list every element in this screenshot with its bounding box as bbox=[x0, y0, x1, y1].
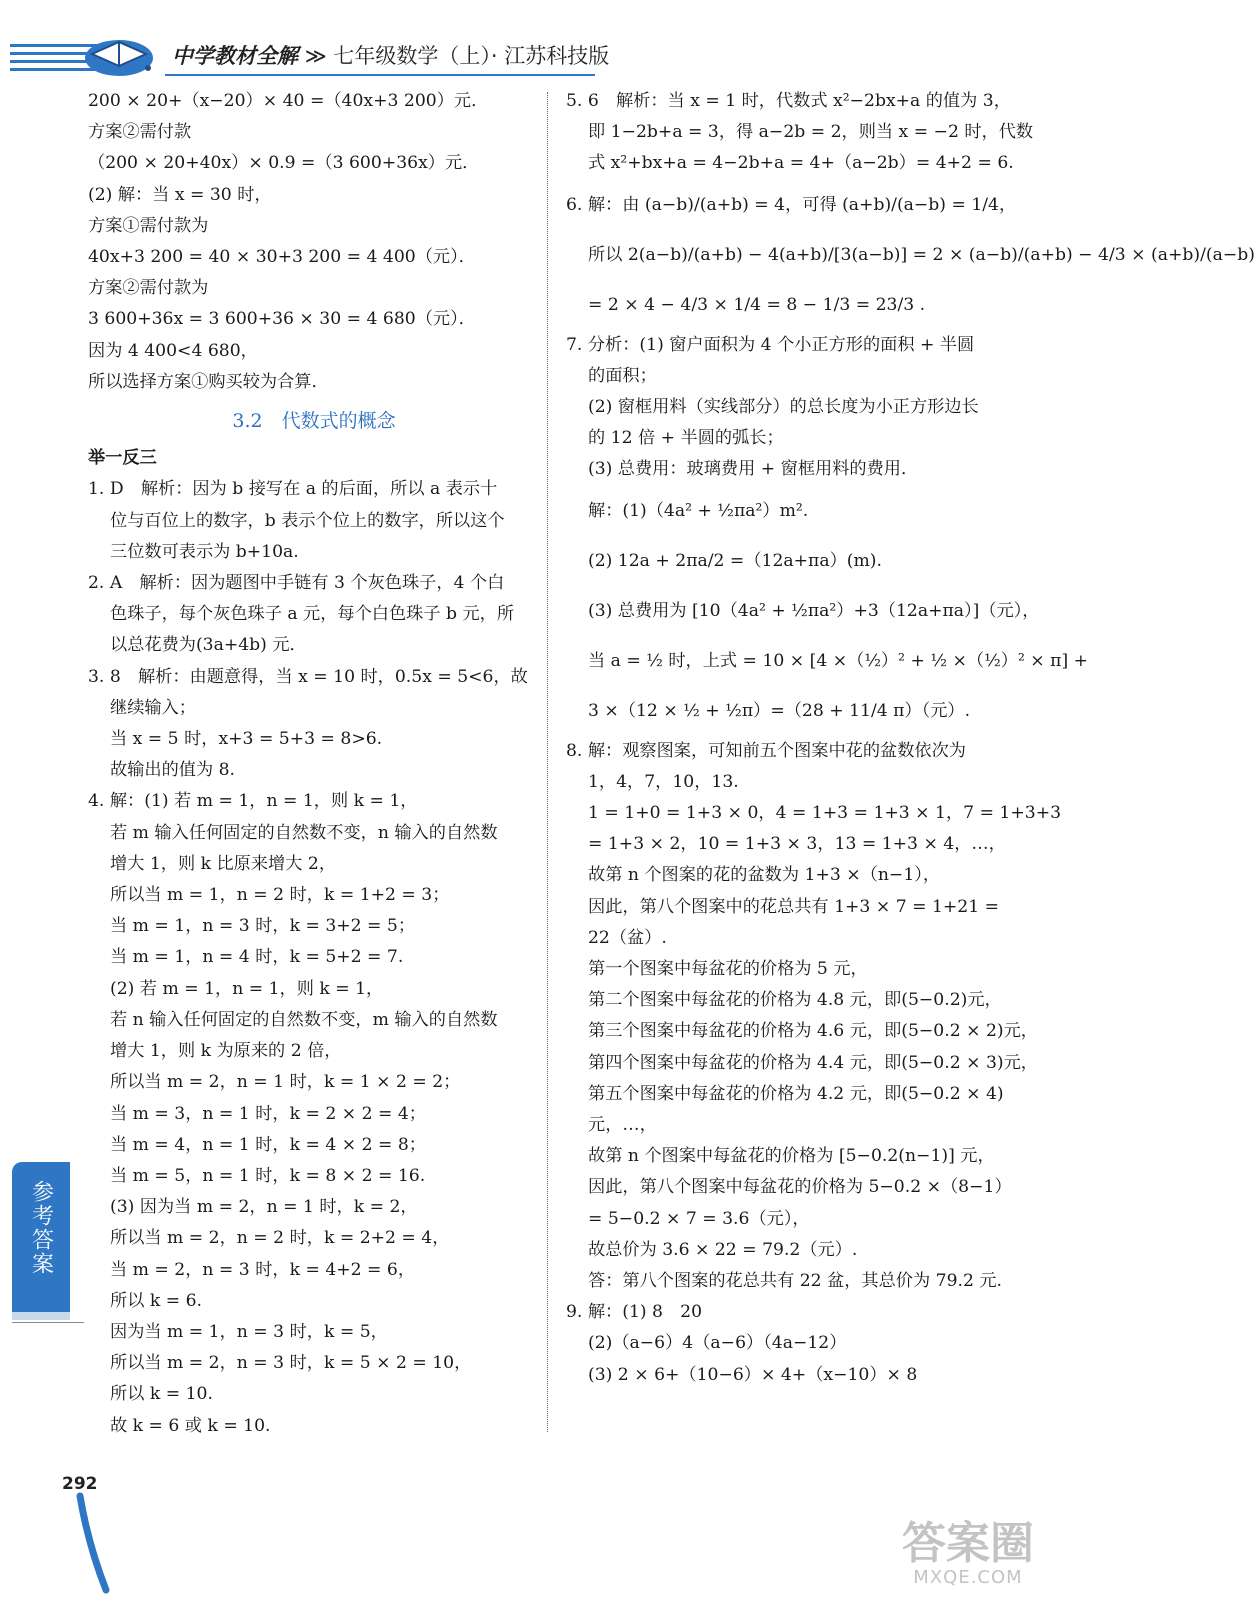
subsection-title: 举一反三 bbox=[88, 448, 157, 469]
question-7-line: (2) 12a + 2πa/2 =（12a+πa）(m). bbox=[588, 550, 882, 571]
question-4-line: (3) 因为当 m = 2，n = 1 时，k = 2， bbox=[110, 1197, 418, 1218]
question-4-line: 若 m 输入任何固定的自然数不变，n 输入的自然数 bbox=[110, 822, 498, 843]
question-4-line: 所以当 m = 2，n = 3 时，k = 5 × 2 = 10， bbox=[110, 1353, 472, 1374]
question-3-line: 当 x = 5 时，x+3 = 5+3 = 8>6. bbox=[110, 729, 383, 750]
question-7-line: 的面积； bbox=[588, 365, 657, 386]
text-line: 因为 4 400<4 680， bbox=[88, 340, 258, 361]
question-8-line: = 5−0.2 × 7 = 3.6（元）， bbox=[588, 1208, 810, 1229]
text-line: 所以选择方案①购买较为合算． bbox=[88, 371, 329, 392]
question-4-line: 当 m = 5，n = 1 时，k = 8 × 2 = 16. bbox=[110, 1165, 426, 1186]
text-line: 200 × 20+（x−20）× 40 =（40x+3 200）元． bbox=[88, 91, 489, 111]
question-7-line: (2) 窗框用料（实线部分）的总长度为小正方形边长 bbox=[588, 397, 979, 418]
tab-shadow bbox=[12, 1312, 70, 1320]
header-title bbox=[172, 40, 609, 70]
question-4-line: 当 m = 4，n = 1 时，k = 4 × 2 = 8； bbox=[110, 1134, 426, 1155]
question-8-line: 元，…， bbox=[588, 1115, 657, 1136]
question-1-line: 1. D 解析：因为 b 接写在 a 的后面，所以 a 表示十 bbox=[88, 479, 498, 500]
question-8-line: 故第 n 个图案的花的盆数为 1+3 ×（n−1）， bbox=[588, 865, 941, 886]
column-divider bbox=[547, 92, 548, 1432]
question-7-line: 的 12 倍 + 半圆的弧长； bbox=[588, 428, 784, 449]
question-8-line: 因此，第八个图案中的花总共有 1+3 × 7 = 1+21 = bbox=[588, 896, 1000, 917]
question-4-line: 当 m = 1，n = 4 时，k = 5+2 = 7. bbox=[110, 947, 404, 968]
text-line: （200 × 20+40x）× 0.9 =（3 600+36x）元． bbox=[88, 153, 480, 174]
question-5-line: 即 1−2b+a = 3，得 a−2b = 2，则当 x = −2 时，代数 bbox=[588, 122, 1034, 143]
question-1-line: 三位数可表示为 b+10a. bbox=[110, 541, 299, 562]
question-4-line: 所以当 m = 2，n = 2 时，k = 2+2 = 4， bbox=[110, 1228, 450, 1249]
question-4-line: 4. 解：(1) 若 m = 1，n = 1，则 k = 1， bbox=[88, 791, 418, 812]
question-4-line: 当 m = 3，n = 1 时，k = 2 × 2 = 4； bbox=[110, 1103, 426, 1124]
question-7-line: 7. 分析：(1) 窗户面积为 4 个小正方形的面积 + 半圆 bbox=[566, 334, 975, 355]
page-number: 292 bbox=[62, 1474, 98, 1494]
question-7-line: 3 ×（12 × ½ + ½π）=（28 + 11/4 π）（元）. bbox=[588, 700, 971, 721]
question-8-line: 第三个图案中每盆花的价格为 4.6 元，即(5−0.2 × 2)元， bbox=[588, 1021, 1038, 1042]
left-column bbox=[88, 86, 540, 1442]
question-7-line: 解：(1)（4a² + ½πa²）m². bbox=[588, 500, 809, 521]
section-title: 3.2 代数式的概念 bbox=[232, 410, 396, 433]
text-line: 方案②需付款为 bbox=[88, 278, 209, 299]
watermark-logo-text: 答案圈 bbox=[902, 1518, 1034, 1569]
right-column bbox=[566, 86, 1255, 1391]
question-9-line: (3) 2 × 6+（10−6）× 4+（x−10）× 8 bbox=[588, 1364, 918, 1385]
question-5-line: 5. 6 解析：当 x = 1 时，代数式 x²−2bx+a 的值为 3， bbox=[566, 91, 1011, 111]
question-9-line: (2)（a−6）4（a−6）（4a−12） bbox=[588, 1333, 847, 1354]
text-line: 3 600+36x = 3 600+36 × 30 = 4 680（元）． bbox=[88, 309, 476, 330]
question-8-line: 1 = 1+0 = 1+3 × 0，4 = 1+3 = 1+3 × 1，7 = 1+3+3 bbox=[588, 803, 1062, 824]
text-line: (2) 解：当 x = 30 时， bbox=[88, 184, 272, 205]
question-8-line: 答：第八个图案的花总共有 22 盆，其总价为 79.2 元. bbox=[588, 1271, 1003, 1292]
question-4-line: 增大 1，则 k 为原来的 2 倍， bbox=[110, 1041, 342, 1062]
question-8-line: 8. 解：观察图案，可知前五个图案中花的盆数依次为 bbox=[566, 740, 966, 761]
question-4-line: 当 m = 1，n = 3 时，k = 3+2 = 5； bbox=[110, 916, 416, 937]
question-8-line: 22（盆）. bbox=[588, 927, 667, 948]
question-5-line: 式 x²+bx+a = 4−2b+a = 4+（a−2b）= 4+2 = 6. bbox=[588, 153, 1014, 174]
question-6-line: 所以 2(a−b)/(a+b) − 4(a+b)/[3(a−b)] = 2 × (a−b)/(a+b) − 4/3 × (a+b)/(a−b) bbox=[588, 244, 1255, 265]
question-4-line: 所以当 m = 1，n = 2 时，k = 1+2 = 3； bbox=[110, 885, 450, 906]
question-4-line: (2) 若 m = 1，n = 1，则 k = 1， bbox=[110, 978, 384, 999]
question-6-line: = 2 × 4 − 4/3 × 1/4 = 8 − 1/3 = 23/3 . bbox=[588, 294, 926, 315]
question-3-line: 故输出的值为 8. bbox=[110, 760, 235, 781]
watermark-url: MXQE.COM bbox=[913, 1567, 1023, 1588]
page-number-swoosh-icon bbox=[78, 1494, 112, 1594]
question-8-line: = 1+3 × 2，10 = 1+3 × 3，13 = 1+3 × 4，…， bbox=[588, 834, 1006, 855]
answer-section-tab bbox=[12, 1162, 70, 1312]
question-4-line: 当 m = 2，n = 3 时，k = 4+2 = 6， bbox=[110, 1259, 416, 1280]
watermark bbox=[878, 1520, 1058, 1594]
question-2-line: 2. A 解析：因为题图中手链有 3 个灰色珠子，4 个白 bbox=[88, 573, 505, 594]
book-logo-icon bbox=[78, 28, 160, 80]
question-3-line: 继续输入； bbox=[110, 697, 196, 718]
question-1-line: 位与百位上的数字，b 表示个位上的数字，所以这个 bbox=[110, 510, 505, 531]
question-8-line: 故总价为 3.6 × 22 = 79.2（元）. bbox=[588, 1239, 858, 1260]
question-9-line: 9. 解：(1) 8 20 bbox=[566, 1302, 703, 1323]
book-subtitle: ≫ 七年级数学（上）· 江苏科技版 bbox=[304, 44, 610, 68]
question-8-line: 故第 n 个图案中每盆花的价格为 [5−0.2(n−1)] 元， bbox=[588, 1146, 995, 1167]
text-line: 方案②需付款 bbox=[88, 122, 192, 143]
question-8-line: 第四个图案中每盆花的价格为 4.4 元，即(5−0.2 × 3)元， bbox=[588, 1052, 1038, 1073]
text-line: 方案①需付款为 bbox=[88, 215, 209, 236]
question-4-line: 所以 k = 10. bbox=[110, 1384, 213, 1405]
question-8-line: 第一个图案中每盆花的价格为 5 元， bbox=[588, 959, 868, 980]
question-8-line: 第五个图案中每盆花的价格为 4.2 元，即(5−0.2 × 4) bbox=[588, 1083, 1004, 1104]
question-4-line: 所以当 m = 2，n = 1 时，k = 1 × 2 = 2； bbox=[110, 1072, 461, 1093]
question-4-line: 增大 1，则 k 比原来增大 2， bbox=[110, 853, 337, 874]
question-2-line: 色珠子，每个灰色珠子 a 元，每个白色珠子 b 元，所 bbox=[110, 604, 515, 625]
question-7-line: (3) 总费用：玻璃费用 + 窗框用料的费用． bbox=[588, 459, 919, 480]
question-4-line: 故 k = 6 或 k = 10. bbox=[110, 1415, 271, 1436]
header-underline bbox=[165, 74, 595, 76]
question-8-line: 因此，第八个图案中每盆花的价格为 5−0.2 ×（8−1） bbox=[588, 1177, 1012, 1198]
question-7-line: 当 a = ½ 时，上式 = 10 × [4 ×（½）² + ½ ×（½）² × π] + bbox=[588, 650, 1089, 671]
question-4-line: 因为当 m = 1，n = 3 时，k = 5， bbox=[110, 1321, 388, 1342]
page-header bbox=[0, 0, 1070, 90]
tab-label: 参考答案 bbox=[28, 1180, 54, 1276]
question-8-line: 1，4，7，10，13. bbox=[588, 771, 739, 792]
tab-rule bbox=[12, 1322, 84, 1323]
text-line: 40x+3 200 = 40 × 30+3 200 = 4 400（元）． bbox=[88, 247, 476, 268]
book-title: 中学教材全解 bbox=[172, 44, 298, 68]
question-4-line: 若 n 输入任何固定的自然数不变，m 输入的自然数 bbox=[110, 1009, 498, 1030]
question-8-line: 第二个图案中每盆花的价格为 4.8 元，即(5−0.2)元， bbox=[588, 990, 1002, 1011]
question-2-line: 以总花费为(3a+4b) 元． bbox=[110, 635, 307, 656]
question-6-line: 6. 解：由 (a−b)/(a+b) = 4，可得 (a+b)/(a−b) = 1/4， bbox=[566, 194, 1017, 215]
question-7-line: (3) 总费用为 [10（4a² + ½πa²）+3（12a+πa）]（元）， bbox=[588, 600, 1040, 621]
question-4-line: 所以 k = 6. bbox=[110, 1290, 202, 1311]
question-3-line: 3. 8 解析：由题意得，当 x = 10 时，0.5x = 5<6，故 bbox=[88, 666, 528, 687]
